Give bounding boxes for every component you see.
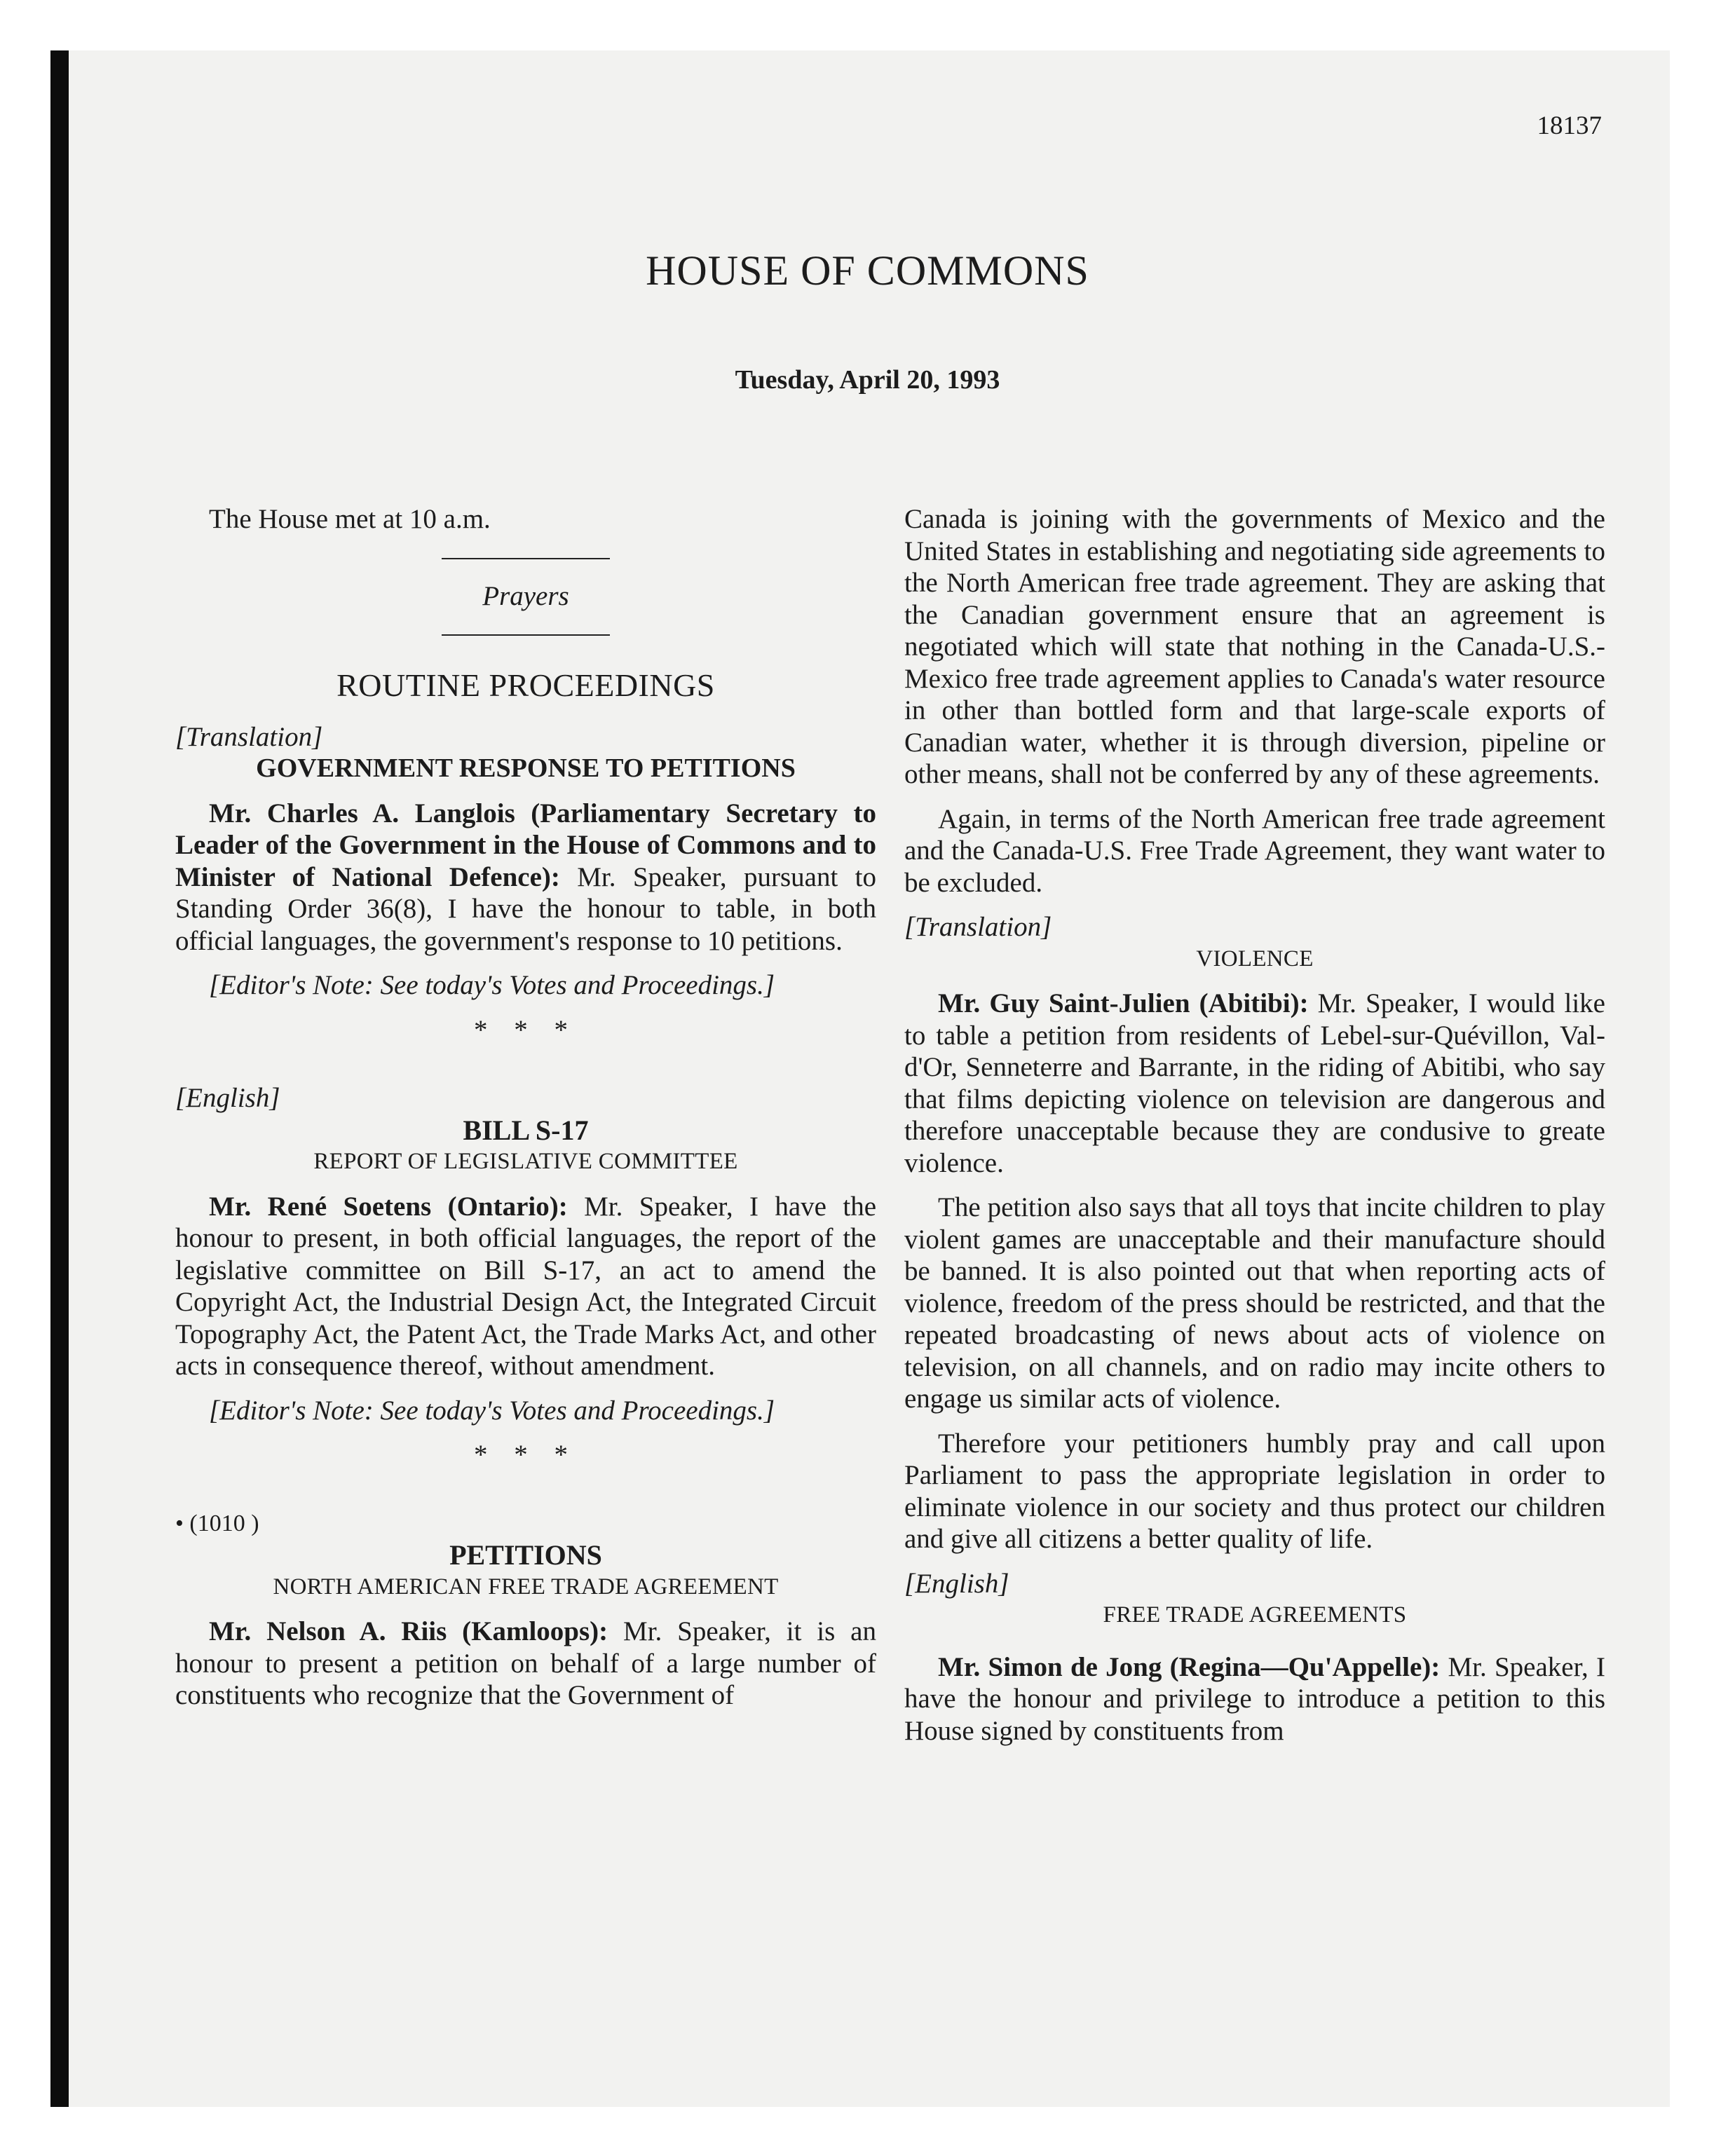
binding-edge (50, 50, 69, 2107)
speaker-name: Mr. Guy Saint-Julien (Abitibi): (938, 988, 1309, 1018)
speech-soetens (175, 1191, 876, 1382)
speech-saint-julien (904, 988, 1605, 1179)
speech-riis (175, 1616, 876, 1712)
subheading-free-trade-agreements: FREE TRADE AGREEMENTS (1103, 1602, 1407, 1628)
petition-paragraph: Therefore your petitioners humbly pray and call upon Parliament to pass the appropriate legislation in order to eliminate violence in our society and thus protect our children and give all citizens a better quality of life. (904, 1428, 1605, 1554)
prayers-label: Prayers (482, 580, 569, 611)
heading-petitions: PETITIONS (449, 1539, 602, 1571)
time-marker: • (1010 ) (175, 1510, 259, 1536)
speaker-name: Mr. René Soetens (Ontario): (209, 1191, 568, 1222)
page-title: HOUSE OF COMMONS (646, 247, 1089, 294)
speech-de-jong (904, 1651, 1605, 1747)
sitting-date: Tuesday, April 20, 1993 (735, 365, 1000, 395)
opening-line: The House met at 10 a.m. (209, 504, 491, 534)
subheading-nafta: NORTH AMERICAN FREE TRADE AGREEMENT (273, 1574, 779, 1599)
speech-text: Mr. Speaker, I have the honour and privilege to introduce a petition to this House signed by constituents from (904, 1651, 1606, 1746)
heading-government-response: GOVERNMENT RESPONSE TO PETITIONS (256, 753, 796, 783)
language-tag-english: [English] (904, 1568, 1009, 1599)
editor-note: [Editor's Note: See today's Votes and Proceedings.] (209, 970, 775, 1000)
left-column (175, 503, 876, 1712)
subheading-legislative-committee: REPORT OF LEGISLATIVE COMMITTEE (313, 1149, 738, 1174)
section-separator: * * * (474, 1014, 578, 1045)
speech-text: Mr. Speaker, I would like to table a petition from residents of Lebel-sur-Quévillon, Val-d'Or, Senneterre and Barrante, in the riding of Abitibi, who say that films depicting violence on television are dangerous and therefore unacceptable because they are condusive to greate violence. (904, 988, 1605, 1178)
section-separator: * * * (474, 1440, 578, 1470)
right-column (904, 503, 1605, 1747)
speaker-name: Mr. Charles A. Langlois (Parliamentary Secretary to Leader of the Government in the House of Commons and to Minister of National Defence): (175, 798, 876, 892)
language-tag-english: [English] (175, 1083, 280, 1113)
editor-note: [Editor's Note: See today's Votes and Proceedings.] (209, 1395, 775, 1426)
speech-text: Mr. Speaker, I have the honour to present, in both official languages, the report of the legislative committee on Bill S-17, an act to amend the Copyright Act, the Industrial Design Act, the Integrated Circuit Topography Act, the Patent Act, the Trade Marks Act, and other acts in consequence thereof, without amendment. (175, 1191, 876, 1381)
page-number: 18137 (1537, 111, 1602, 140)
speech-langlois (175, 798, 876, 957)
divider-rule (442, 634, 610, 636)
speech-text: Mr. Speaker, it is an honour to present a petition on behalf of a large number of constituents who recognize that the Government of (175, 1616, 876, 1710)
speaker-name: Mr. Simon de Jong (Regina—Qu'Appelle): (938, 1651, 1441, 1682)
petition-continuation: Canada is joining with the governments of Mexico and the United States in establishing and negotiating side agreements to the North American free trade agreement. They are asking that the Canadian government ensure that an agreement is negotiated which will state that nothing in the Canada-U.S.-Mexico free trade agreement applies to Canada's water resource in other than bottled form and that large-scale exports of Canadian water, whether it is through diversion, pipeline or other means, shall not be conferred by any of these agreements. (904, 504, 1605, 789)
divider-rule (442, 558, 610, 559)
speaker-name: Mr. Nelson A. Riis (Kamloops): (209, 1616, 608, 1646)
section-heading-routine-proceedings: ROUTINE PROCEEDINGS (336, 667, 715, 703)
language-tag-translation: [Translation] (175, 721, 323, 752)
speech-text: Mr. Speaker, pursuant to Standing Order 36(8), I have the honour to table, in both official languages, the government's response to 10 petitions. (175, 861, 876, 956)
petition-paragraph: The petition also says that all toys that incite children to play violent games are unacceptable and their manufacture should be banned. It is also pointed out that when reporting acts of violence, freedom of the press should be restricted, and that the repeated broadcasting of news about acts of violence on television, on all channels, and on radio may incite others to engage us similar acts of violence. (904, 1192, 1605, 1414)
subheading-violence: VIOLENCE (1196, 946, 1314, 971)
petition-paragraph: Again, in terms of the North American free trade agreement and the Canada-U.S. Free Trade Agreement, they want water to be excluded. (904, 803, 1605, 898)
heading-bill-s17: BILL S-17 (463, 1114, 589, 1146)
language-tag-translation: [Translation] (904, 912, 1052, 942)
